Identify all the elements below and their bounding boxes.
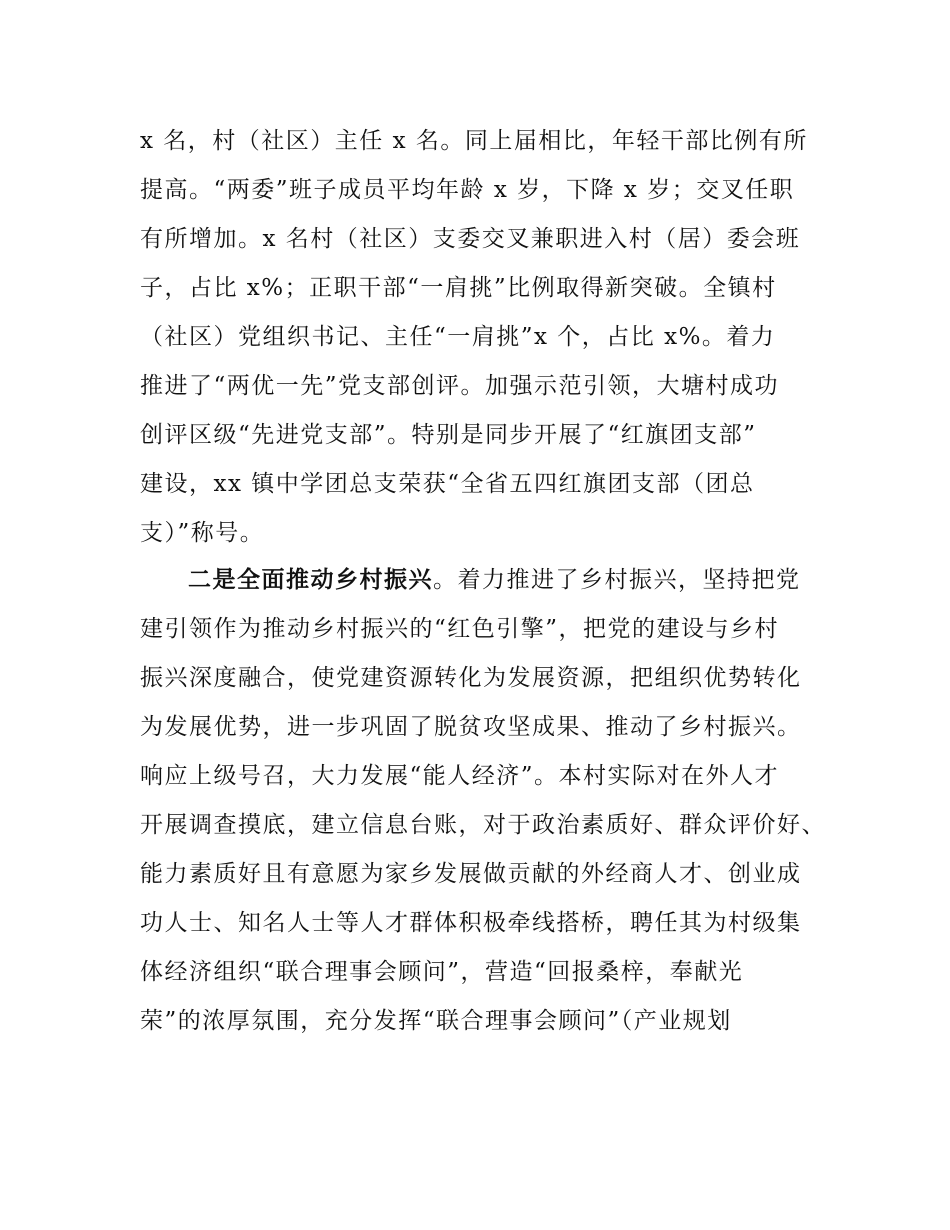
paragraph-1-line: 建设，xx 镇中学团总支荣获“全省五四红旗团支部（团总: [140, 471, 755, 497]
paragraph-2-line: 响应上级号召，大力发展“能人经济”。本村实际对在外人才: [140, 763, 780, 789]
paragraph-1-line: 推进了“两优一先”党支部创评。加强示范引领，大塘村成功: [140, 373, 780, 399]
paragraph-2-heading: 二是全面推动乡村振兴: [188, 567, 433, 593]
paragraph-2-line: 建引领作为推动乡村振兴的“红色引擎”，把党的建设与乡村: [140, 616, 780, 642]
paragraph-2-line: 为发展优势，进一步巩固了脱贫攻坚成果、推动了乡村振兴。: [140, 714, 802, 740]
paragraph-2-line: 荣”的浓厚氛围，充分发挥“联合理事会顾问”（产业规划: [140, 1008, 732, 1034]
paragraph-2-line: 功人士、知名人士等人才群体积极牵线搭桥，聘任其为村级集: [140, 910, 802, 936]
paragraph-1-line: 有所增加。x 名村（社区）支委交叉兼职进入村（居）委会班: [140, 226, 801, 252]
paragraph-2-line: 体经济组织“联合理事会顾问”，营造“回报桑梓，奉献光: [140, 959, 744, 985]
paragraph-2-first-line: [188, 565, 801, 595]
paragraph-2-line: 振兴深度融合，使党建资源转化为发展资源，把组织优势转化: [140, 665, 802, 691]
paragraph-1-line: 子，占比 x%；正职干部“一肩挑”比例取得新突破。全镇村: [140, 275, 777, 301]
paragraph-1-line: （社区）党组织书记、主任“一肩挑”x 个，占比 x%。着力: [140, 324, 776, 350]
paragraph-2-line: 能力素质好且有意愿为家乡发展做贡献的外经商人才、创业成: [140, 861, 802, 887]
paragraph-1-line: 创评区级“先进党支部”。特别是同步开展了“红旗团支部”: [140, 422, 757, 448]
paragraph-1-line: 支）”称号。: [140, 520, 265, 546]
paragraph-1-line: 提高。“两委”班子成员平均年龄 x 岁，下降 x 岁；交叉任职: [140, 177, 795, 203]
paragraph-1-line: x 名，村（社区）主任 x 名。同上届相比，年轻干部比例有所: [140, 128, 808, 154]
paragraph-2-line: 开展调查摸底，建立信息台账，对于政治素质好、群众评价好、: [140, 812, 826, 838]
paragraph-2-first-line-text: 。着力推进了乡村振兴，坚持把党: [433, 567, 801, 593]
